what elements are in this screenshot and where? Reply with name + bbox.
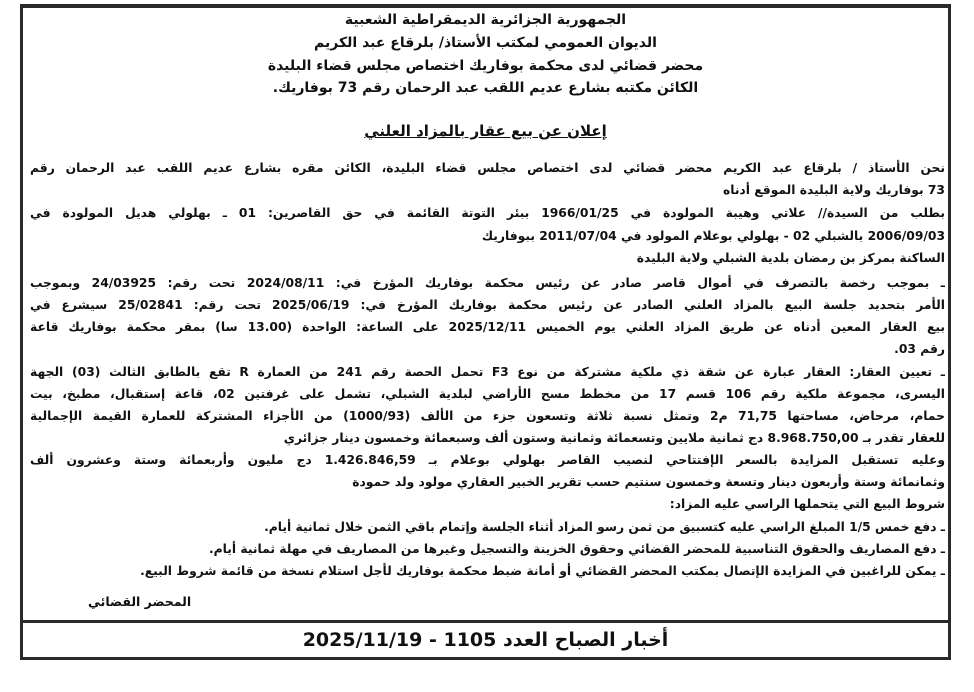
publication-footer: أخبار الصباح العدد 1105 - 2025/11/19	[302, 629, 669, 651]
body-line: 2006/09/03 بالشبلي 02 - بهلولي بوعلام المولود في 2011/07/04 ببوفاريك	[481, 229, 945, 243]
body-line: ـ تعيين العقار: العقار عبارة عن شقة ذي ملكية مشتركة من نوع F3 تحمل الحصة رقم 241 من العمارة R تقع بالطابق الثالث (03) الجهة	[30, 365, 945, 379]
body-line: بطلب من السيدة// علاتي وهيبة المولودة في 1966/01/25 ببئر التوتة القائمة في حق القاصرين: 01 ـ بهلولي هديل المولودة في	[30, 206, 945, 220]
condition-item: ـ دفع خمس 1/5 المبلغ الراسي عليه كتسبيق من ثمن رسو المزاد أثناء الجلسة وإتمام باقي الثمن خلال ثمانية أيام.	[264, 520, 945, 534]
condition-item: ـ دفع المصاريف والحقوق التناسبية للمحضر القضائي وحقوق الخزينة والتسجيل وغيرها من المصاريف في مهلة ثمانية أيام.	[208, 542, 945, 556]
body-line: وثمانمائة وستة وأربعون دينار وتسعة وخمسون سنتيم حسب تقرير الخبير العقاري مولود ولد حمودة	[352, 475, 945, 489]
signature: المحضر القضائي	[88, 594, 192, 609]
body-line: نحن الأستاذ / بلرقاع عبد الكريم محضر قضائي لدى اختصاص مجلس قضاء البليدة، الكائن مقره بشارع عديم اللقب عبد الرحمان رقم	[30, 161, 945, 175]
body-line: 73 بوفاريك ولاية البليدة الموقع أدناه	[722, 183, 945, 197]
body-line: ـ بموجب رخصة بالتصرف في أموال قاصر صادر عن رئيس محكمة بوفاريك المؤرخ في: 2024/08/11 تحت رقم: 24/03925 وبموجب	[30, 276, 945, 290]
header-line-2: الديوان العمومي لمكتب الأستاذ/ بلرقاع عبد الكريم	[314, 35, 657, 51]
body-line: بيع العقار المعين أدناه عن طريق المزاد العلني يوم الخميس 2025/12/11 على الساعة: الواحدة (13.00 سا) بمقر محكمة بوفاريك قاعة	[30, 320, 945, 334]
notice-title	[20, 122, 951, 140]
header-line-4: الكائن مكتبه بشارع عديم اللقب عبد الرحمان رقم 73 بوفاريك.	[272, 80, 699, 96]
body-line: الأمر بتحديد جلسة البيع بالمزاد العلني الصادر عن رئيس محكمة بوفاريك المؤرخ في: 2025/06/19 تحت رقم: 25/02841 سيشرع في	[30, 298, 945, 312]
body-line: حمام، مرحاض، مساحتها 71,75 م2 وتمثل نسبة ثلاثة وتسعون جزء من الألف (1000/93) من الأجزاء المشتركة للعمارة القيمة الإجمالية	[30, 409, 945, 423]
body-line: وعليه تستقبل المزايدة بالسعر الإفتتاحي لنصيب القاصر بهلولي بوعلام بـ 1.426.846,59 دج مليون وأربعمائة وستة وعشرون ألف	[30, 453, 945, 467]
header-line-3: محضر قضائي لدى محكمة بوفاريك اختصاص مجلس قضاء البليدة	[267, 58, 704, 74]
body-line: الساكنة بمركز بن رمضان بلدية الشبلي ولاية البليدة	[636, 251, 945, 265]
sale-conditions-heading: شروط البيع التي يتحملها الراسي عليه المزاد:	[669, 497, 945, 511]
notice-title-text: إعلان عن بيع عقار بالمزاد العلني	[364, 122, 607, 140]
header-line-1: الجمهورية الجزائرية الديمقراطية الشعبية	[344, 12, 627, 28]
body-line: للعقار تقدر بـ 8.968.750,00 دج ثمانية ملايين وتسعمائة وثمانية وستون ألف وسبعمائة وخمسون دينار جزائري	[283, 431, 945, 445]
body-line: رقم 03.	[894, 342, 945, 356]
condition-item: ـ يمكن للراغبين في المزايدة الإتصال بمكتب المحضر القضائي أو أمانة ضبط محكمة بوفاريك لأجل استلام نسخة من قائمة شروط البيع.	[140, 564, 945, 578]
body-line: اليسرى، مجموعة ملكية رقم 106 قسم 17 من مخطط مسح الأراضي لبلدية الشبلي، تشمل على غرفتين 02، قاعة إستقبال، مطبخ، بيت	[30, 387, 945, 401]
footer-divider	[20, 620, 951, 623]
